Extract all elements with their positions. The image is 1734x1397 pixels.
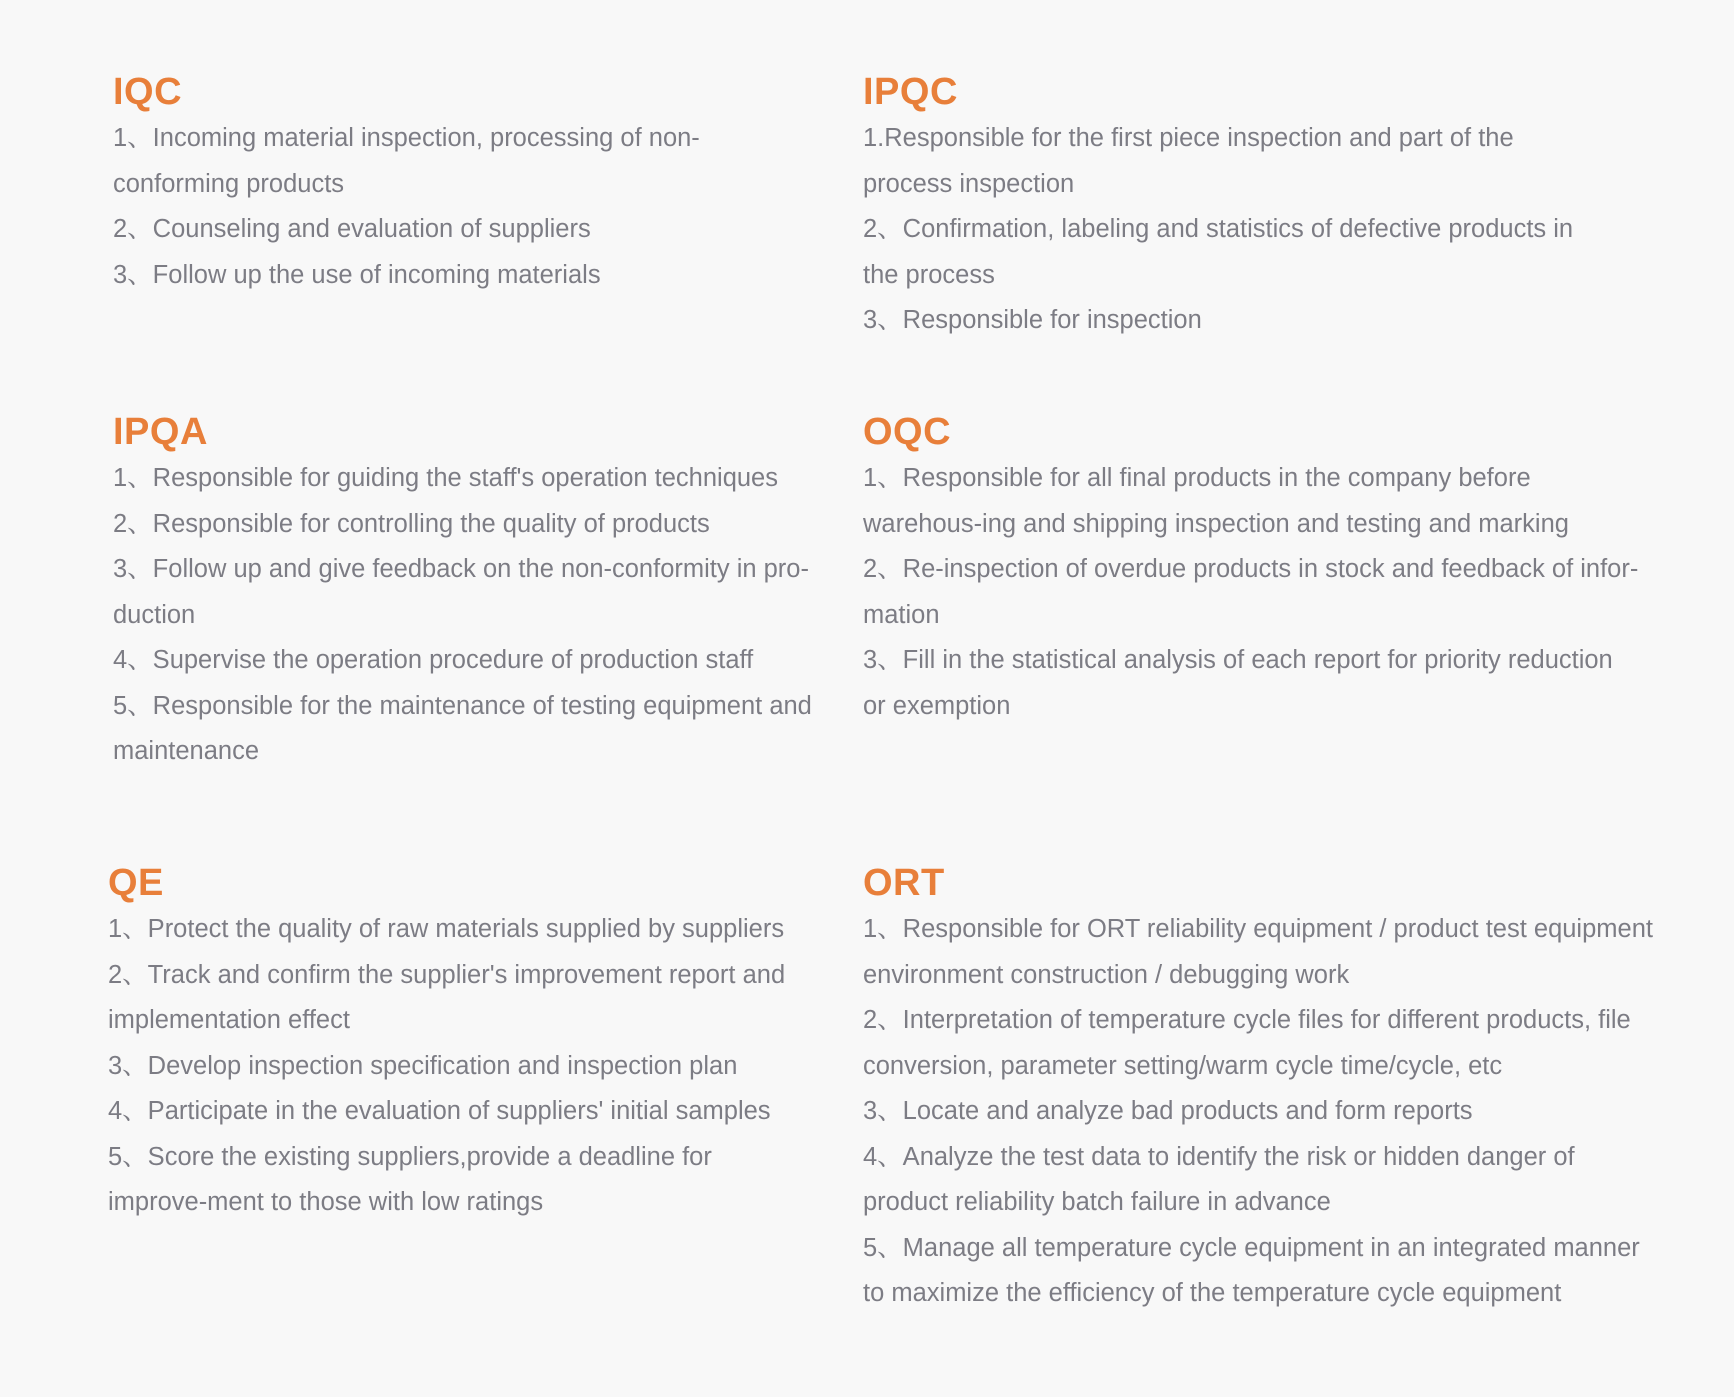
duty-item: 5、Responsible for the maintenance of testing equipment and maintenance xyxy=(113,691,812,765)
section-title-oqc: OQC xyxy=(863,411,952,453)
duty-item: 1、Responsible for all final products in the company before warehous-ing and shipping inspection and testing and marking xyxy=(863,464,1569,538)
section-title-iqc: IQC xyxy=(113,71,183,113)
duty-item: 4、Participate in the evaluation of suppliers' initial samples xyxy=(108,1097,771,1125)
section-ort xyxy=(863,859,1653,1317)
duty-item: 2、Interpretation of temperature cycle files for different products, file conversion, parameter setting/warm cycle time/cycle, etc xyxy=(863,1006,1631,1080)
section-title-ort: ORT xyxy=(863,862,945,904)
duty-list-oqc xyxy=(863,456,1641,729)
section-title-ipqa: IPQA xyxy=(113,411,208,453)
duty-item: 4、Analyze the test data to identify the risk or hidden danger of product reliability batch failure in advance xyxy=(863,1142,1575,1216)
duty-item: 2、Track and confirm the supplier's improvement report and implementation effect xyxy=(108,960,786,1034)
duty-list-ipqa xyxy=(113,456,818,775)
duty-item: 5、Manage all temperature cycle equipment in an integrated manner to maximize the efficiency of the temperature cycle equipment xyxy=(863,1233,1640,1307)
duty-item: 3、Follow up and give feedback on the non-conformity in pro-duction xyxy=(113,555,809,629)
section-ipqc xyxy=(863,68,1605,344)
duty-item: 1、Responsible for ORT reliability equipment / product test equipment environment construction / debugging work xyxy=(863,915,1653,989)
duty-item: 1.Responsible for the first piece inspection and part of the process inspection xyxy=(863,124,1514,198)
duty-list-ort xyxy=(863,907,1653,1317)
duty-item: 1、Protect the quality of raw materials supplied by suppliers xyxy=(108,915,785,943)
section-title-ipqc: IPQC xyxy=(863,71,958,113)
duty-item: 2、Counseling and evaluation of suppliers xyxy=(113,215,591,243)
duty-item: 2、Responsible for controlling the quality of products xyxy=(113,509,710,538)
section-oqc xyxy=(863,408,1641,729)
duty-item: 4、Supervise the operation procedure of production staff xyxy=(113,646,754,674)
duty-item: 1、Responsible for guiding the staff's operation techniques xyxy=(113,464,778,492)
duty-list-iqc xyxy=(113,116,818,298)
section-iqc xyxy=(113,68,818,298)
duty-item: 3、Develop inspection specification and inspection plan xyxy=(108,1051,738,1080)
section-title-qe: QE xyxy=(108,862,164,904)
section-ipqa xyxy=(113,408,818,775)
section-qe xyxy=(108,859,818,1226)
duty-item: 3、Responsible for inspection xyxy=(863,306,1202,334)
duty-list-ipqc xyxy=(863,116,1605,344)
duty-item: 3、Follow up the use of incoming materials xyxy=(113,260,601,289)
duty-item: 2、Confirmation, labeling and statistics of defective products in the process xyxy=(863,215,1574,289)
duty-item: 5、Score the existing suppliers,provide a deadline for improve-ment to those with low ratings xyxy=(108,1142,712,1216)
duty-item: 3、Locate and analyze bad products and form reports xyxy=(863,1097,1473,1125)
duty-item: 1、Incoming material inspection, processing of non-conforming products xyxy=(113,124,700,198)
duty-list-qe xyxy=(108,907,818,1226)
duty-item: 3、Fill in the statistical analysis of each report for priority reduction or exemption xyxy=(863,646,1613,720)
duty-item: 2、Re-inspection of overdue products in stock and feedback of infor-mation xyxy=(863,555,1639,629)
